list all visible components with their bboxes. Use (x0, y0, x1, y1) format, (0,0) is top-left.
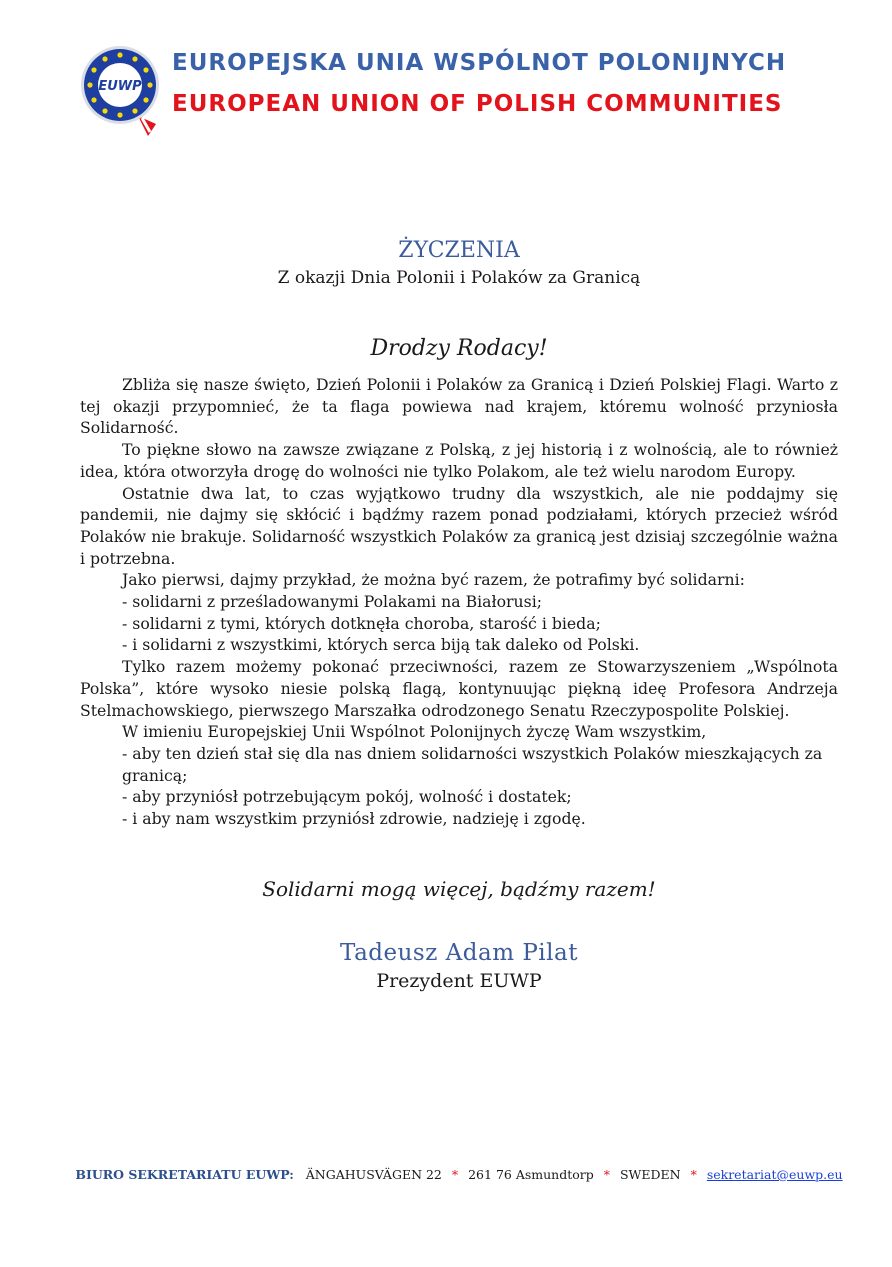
list-item: - aby przyniósł potrzebującym pokój, wolność i dostatek; (122, 787, 572, 807)
signer-role: Prezydent EUWP (376, 970, 542, 992)
paragraph: To piękne słowo na zawsze związane z Polską, z jej historią i z wolnością, ale to również idea, która otworzyła drogę do wolności nie tylko Polakom, ale też wielu narodom Europy. (80, 440, 838, 481)
list-item: - solidarni z prześladowanymi Polakami na Białorusi; (122, 592, 542, 612)
paragraph: Tylko razem możemy pokonać przeciwności, razem ze Stowarzyszeniem „Wspólnota Polska”, które wysoko niesie polską flagą, kontynuując piękną ideę Profesora Andrzeja Stelmachowskiego, pierwszego Marszałka odrodzonego Senatu Rzeczypospolite Polskiej. (80, 657, 838, 720)
list-item: - solidarni z tymi, których dotknęła choroba, starość i bieda; (122, 613, 601, 633)
letter-body (80, 374, 838, 830)
logo-text: EUWP (98, 79, 142, 94)
separator-asterisk: * (690, 1167, 697, 1182)
paragraph: Zbliża się nasze święto, Dzień Polonii i Polaków za Granicą i Dzień Polskiej Flagi. Warto z tej okazji przypomnieć, że ta flaga powiewa nad krajem, któremu wolność przyniosła Solidarność. (80, 375, 838, 438)
separator-asterisk: * (603, 1167, 610, 1182)
separator-asterisk: * (451, 1167, 459, 1182)
list-item: - i solidarni z wszystkimi, których serca biją tak daleko od Polski. (122, 635, 640, 655)
letter-subtitle: Z okazji Dnia Polonii i Polaków za Granicą (277, 268, 641, 288)
footer-label: BIURO SEKRETARIATU EUWP: (75, 1167, 294, 1182)
organization-name-polish: EUROPEJSKA UNIA WSPÓLNOT POLONIJNYCH (172, 50, 787, 76)
list-item: - aby ten dzień stał się dla nas dniem solidarności wszystkich Polaków mieszkających za granicą; (122, 743, 823, 785)
footer-country: SWEDEN (619, 1167, 681, 1182)
euwp-logo (80, 44, 162, 140)
list-item: - i aby nam wszystkim przyniósł zdrowie, nadzieję i zgodę. (122, 809, 586, 829)
letter-title: ŻYCZENIA (398, 238, 520, 263)
footer-city: 261 76 Asmundtorp (468, 1167, 594, 1182)
paragraph: Jako pierwsi, dajmy przykład, że można być razem, że potrafimy być solidarni: (122, 570, 745, 590)
organization-name-english: EUROPEAN UNION OF POLISH COMMUNITIES (172, 91, 783, 117)
signer-name: Tadeusz Adam Pilat (340, 940, 578, 966)
paragraph: W imieniu Europejskiej Unii Wspólnot Polonijnych życzę Wam wszystkim, (122, 722, 707, 742)
salutation: Drodzy Rodacy! (370, 336, 548, 361)
paragraph: Ostatnie dwa lat, to czas wyjątkowo trudny dla wszystkich, ale nie poddajmy się pandemii, nie dajmy się skłócić i bądźmy razem ponad podziałami, których przecież wśród Polaków nie brakuje. Solidarność wszystkich Polaków za granicą jest dzisiaj szczególnie ważna i potrzebna. (80, 483, 838, 568)
footer-address (0, 1167, 892, 1182)
footer-street: ÄNGAHUSVÄGEN 22 (305, 1167, 442, 1182)
email-link[interactable]: sekretariat@euwp.eu (706, 1167, 843, 1182)
closing-slogan: Solidarni mogą więcej, bądźmy razem! (262, 877, 656, 901)
